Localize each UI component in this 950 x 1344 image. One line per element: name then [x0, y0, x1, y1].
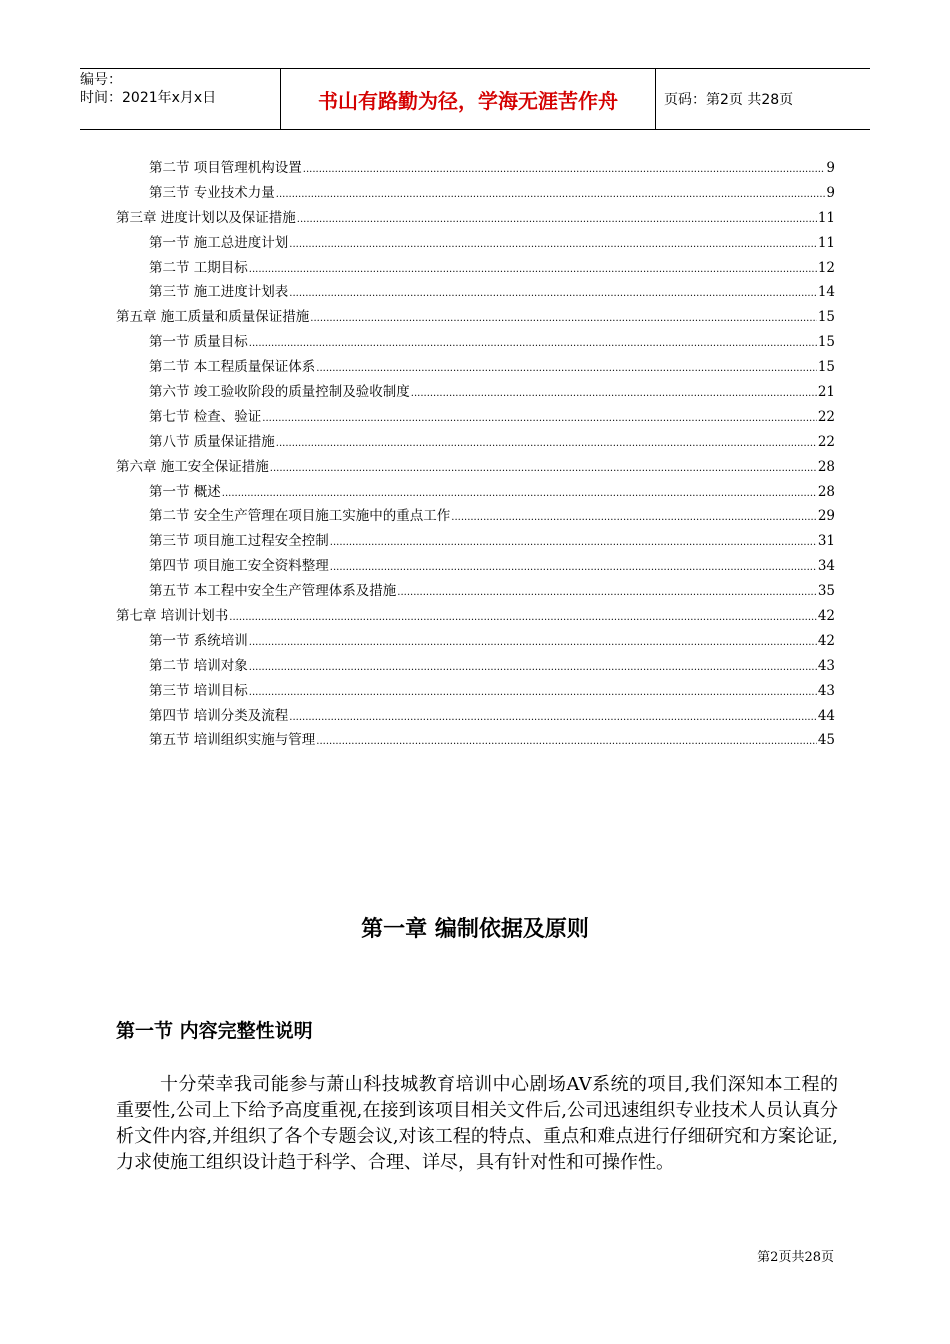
toc-entry[interactable] — [116, 181, 835, 206]
toc-entry-page: 22 — [817, 433, 835, 450]
toc-leader-dots — [330, 537, 817, 548]
toc-entry-page: 44 — [817, 707, 835, 724]
page-footer: 第2页共28页 — [757, 1250, 834, 1265]
toc-entry-page: 11 — [817, 209, 835, 226]
toc-entry-title: 第二节 本工程质量保证体系 — [149, 359, 316, 376]
toc-leader-dots — [451, 512, 817, 523]
toc-entry-title: 第七节 检查、验证 — [149, 408, 262, 425]
toc-entry[interactable] — [116, 704, 835, 729]
toc-entry-title: 第三章 进度计划以及保证措施 — [116, 209, 296, 226]
toc-entry[interactable] — [116, 504, 835, 529]
body-paragraph: 十分荣幸我司能参与萧山科技城教育培训中心剧场AV系统的项目,我们深知本工程的重要性,公司上下给予高度重视,在接到该项目相关文件后,公司迅速组织专业技术人员认真分析文件内容,并组织了各个专题会议,对该工程的特点、重点和难点进行仔细研究和方案论证,力求使施工组织设计趋于科学、合理、详尽，具有针对性和可操作性。 — [116, 1074, 838, 1173]
toc-entry[interactable] — [116, 728, 835, 753]
toc-entry-title: 第一节 概述 — [149, 483, 221, 500]
toc-entry[interactable] — [116, 156, 835, 181]
toc-leader-dots — [330, 562, 817, 573]
toc-entry-title: 第二节 工期目标 — [149, 259, 248, 276]
toc-entry-title: 第二节 培训对象 — [149, 657, 248, 674]
toc-entry-title: 第六章 施工安全保证措施 — [116, 458, 269, 475]
toc-entry-title: 第四节 培训分类及流程 — [149, 707, 289, 724]
toc-entry[interactable] — [116, 405, 835, 430]
toc-entry-page: 11 — [817, 234, 835, 251]
toc-leader-dots — [316, 736, 817, 747]
toc-entry[interactable] — [116, 579, 835, 604]
toc-entry-page: 34 — [817, 558, 835, 575]
header-meta — [80, 69, 281, 129]
toc-entry-title: 第三节 培训目标 — [149, 682, 248, 699]
toc-entry[interactable] — [116, 430, 835, 455]
toc-leader-dots — [397, 587, 817, 598]
toc-entry-title: 第五章 施工质量和质量保证措施 — [116, 309, 310, 326]
page-header — [80, 68, 870, 130]
toc-entry[interactable] — [116, 604, 835, 629]
date-label: 时间：2021年x月x日 — [80, 90, 217, 106]
toc-leader-dots — [249, 637, 817, 648]
toc-leader-dots — [249, 264, 817, 275]
toc-entry-page: 9 — [826, 184, 835, 201]
toc-entry[interactable] — [116, 480, 835, 505]
toc-entry[interactable] — [116, 305, 835, 330]
toc-entry[interactable] — [116, 380, 835, 405]
toc-entry-title: 第二节 项目管理机构设置 — [149, 160, 302, 176]
toc-entry[interactable] — [116, 455, 835, 480]
toc-leader-dots — [289, 239, 817, 250]
toc-entry-page: 42 — [817, 608, 835, 625]
toc-leader-dots — [270, 463, 817, 474]
toc-entry[interactable] — [116, 679, 835, 704]
toc-entry[interactable] — [116, 529, 835, 554]
toc-entry-title: 第八节 质量保证措施 — [149, 433, 275, 450]
toc-entry[interactable] — [116, 330, 835, 355]
toc-leader-dots — [276, 438, 817, 449]
table-of-contents — [116, 156, 835, 753]
toc-entry-title: 第四节 项目施工安全资料整理 — [149, 558, 329, 575]
toc-entry[interactable] — [116, 629, 835, 654]
toc-entry-title: 第三节 项目施工过程安全控制 — [149, 533, 329, 550]
toc-entry-page: 43 — [817, 682, 835, 699]
toc-entry-page: 14 — [817, 284, 835, 301]
toc-leader-dots — [316, 363, 817, 374]
toc-entry[interactable] — [116, 280, 835, 305]
toc-leader-dots — [229, 612, 817, 623]
toc-leader-dots — [276, 189, 826, 200]
toc-entry-page: 45 — [817, 732, 835, 749]
toc-entry[interactable] — [116, 231, 835, 256]
toc-entry-title: 第一节 系统培训 — [149, 632, 248, 649]
toc-entry-page: 28 — [817, 483, 835, 500]
toc-entry-page: 15 — [817, 309, 835, 326]
chapter-title: 第一章 编制依据及原则 — [361, 917, 589, 942]
toc-entry-title: 第六节 竣工验收阶段的质量控制及验收制度 — [149, 384, 410, 401]
toc-entry-title: 第一节 质量目标 — [149, 334, 248, 351]
toc-entry-page: 28 — [817, 458, 835, 475]
serial-label: 编号： — [80, 72, 122, 88]
toc-leader-dots — [289, 288, 817, 299]
toc-entry-page: 12 — [817, 259, 835, 276]
toc-entry-title: 第一节 施工总进度计划 — [149, 234, 289, 251]
toc-entry[interactable] — [116, 256, 835, 281]
header-motto: 书山有路勤为径，学海无涯苦作舟 — [281, 69, 656, 129]
toc-leader-dots — [222, 488, 817, 499]
toc-entry-page: 22 — [817, 408, 835, 425]
toc-leader-dots — [249, 662, 817, 673]
toc-entry-page: 9 — [826, 160, 835, 176]
toc-leader-dots — [411, 388, 817, 399]
toc-entry-page: 21 — [817, 384, 835, 401]
toc-leader-dots — [310, 313, 817, 324]
toc-leader-dots — [249, 338, 817, 349]
toc-leader-dots — [297, 214, 817, 225]
toc-entry-title: 第五节 本工程中安全生产管理体系及措施 — [149, 583, 397, 600]
header-page-info: 页码：第2页 共28页 — [664, 92, 794, 108]
toc-entry-title: 第三节 专业技术力量 — [149, 184, 275, 201]
toc-entry[interactable] — [116, 554, 835, 579]
toc-entry[interactable] — [116, 355, 835, 380]
toc-entry-page: 15 — [817, 334, 835, 351]
toc-leader-dots — [262, 413, 817, 424]
toc-entry-page: 35 — [817, 583, 835, 600]
toc-leader-dots — [303, 164, 826, 175]
toc-entry-page: 29 — [817, 508, 835, 525]
toc-entry-page: 42 — [817, 632, 835, 649]
section-title: 第一节 内容完整性说明 — [116, 1020, 313, 1042]
toc-entry-title: 第二节 安全生产管理在项目施工实施中的重点工作 — [149, 508, 451, 525]
toc-entry-title: 第七章 培训计划书 — [116, 608, 229, 625]
toc-entry-page: 15 — [817, 359, 835, 376]
toc-leader-dots — [289, 712, 817, 723]
toc-entry-title: 第五节 培训组织实施与管理 — [149, 732, 316, 749]
toc-leader-dots — [249, 687, 817, 698]
toc-entry[interactable] — [116, 206, 835, 231]
toc-entry[interactable] — [116, 654, 835, 679]
toc-entry-title: 第三节 施工进度计划表 — [149, 284, 289, 301]
toc-entry-page: 43 — [817, 657, 835, 674]
toc-entry-page: 31 — [817, 533, 835, 550]
